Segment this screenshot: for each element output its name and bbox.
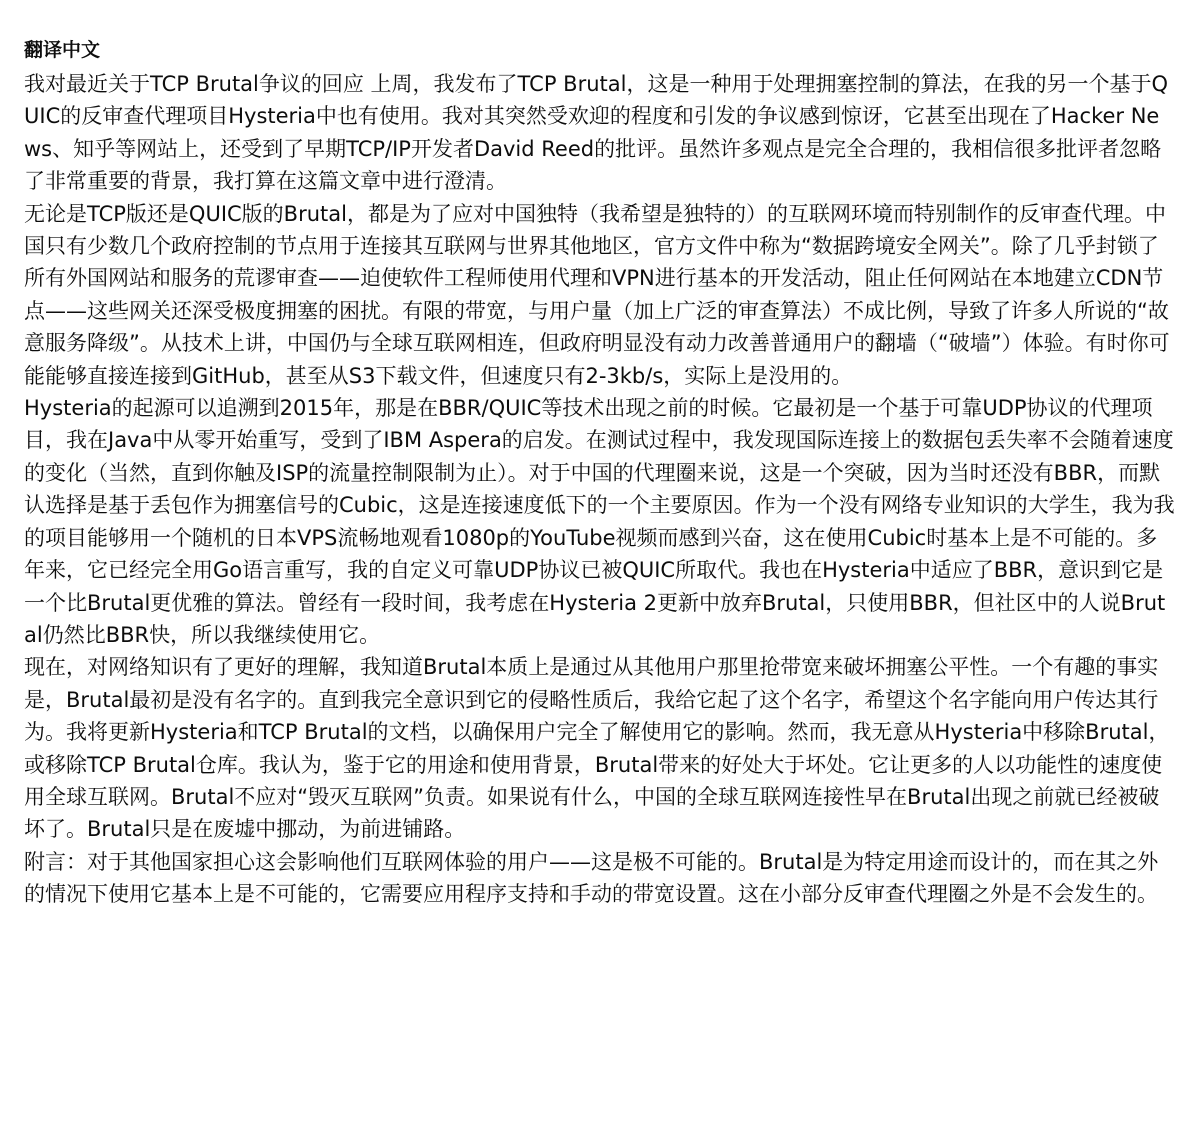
document-heading: 翻译中文: [24, 39, 101, 61]
article-body: [24, 68, 1176, 911]
paragraph: 现在，对网络知识有了更好的理解，我知道Brutal本质上是通过从其他用户那里抢带宽来破坏拥塞公平性。一个有趣的事实是，Brutal最初是没有名字的。直到我完全意识到它的侵略性质后，我给它起了这个名字，希望这个名字能向用户传达其行为。我将更新Hysteria和TCP Brutal的文档，以确保用户完全了解使用它的影响。然而，我无意从Hysteria中移除Brutal，或移除TCP Brutal仓库。我认为，鉴于它的用途和使用背景，Brutal带来的好处大于坏处。它让更多的人以功能性的速度使用全球互联网。Brutal不应对“毁灭互联网”负责。如果说有什么，中国的全球互联网连接性早在Brutal出现之前就已经被破坏了。Brutal只是在废墟中挪动，为前进铺路。: [24, 655, 1170, 842]
paragraph: 附言：对于其他国家担心这会影响他们互联网体验的用户——这是极不可能的。Brutal是为特定用途而设计的，而在其之外的情况下使用它基本上是不可能的，它需要应用程序支持和手动的带宽设置。这在小部分反审查代理圈之外是不会发生的。: [24, 849, 1159, 907]
paragraph: 我对最近关于TCP Brutal争议的回应 上周，我发布了TCP Brutal，这是一种用于处理拥塞控制的算法，在我的另一个基于QUIC的反审查代理项目Hysteria中也有使用。我对其突然受欢迎的程度和引发的争议感到惊讶，它甚至出现在了Hacker News、知乎等网站上，还受到了早期TCP/IP开发者David Reed的批评。虽然许多观点是完全合理的，我相信很多批评者忽略了非常重要的背景，我打算在这篇文章中进行澄清。: [24, 72, 1168, 194]
paragraph: 无论是TCP版还是QUIC版的Brutal，都是为了应对中国独特（我希望是独特的）的互联网环境而特别制作的反审查代理。中国只有少数几个政府控制的节点用于连接其互联网与世界其他地区，官方文件中称为“数据跨境安全网关”。除了几乎封锁了所有外国网站和服务的荒谬审查——迫使软件工程师使用代理和VPN进行基本的开发活动，阻止任何网站在本地建立CDN节点——这些网关还深受极度拥塞的困扰。有限的带宽，与用户量（加上广泛的审查算法）不成比例，导致了许多人所说的“故意服务降级”。从技术上讲，中国仍与全球互联网相连，但政府明显没有动力改善普通用户的翻墙（“破墙”）体验。有时你可能能够直接连接到GitHub，甚至从S3下载文件，但速度只有2-3kb/s，实际上是没用的。: [24, 201, 1170, 388]
paragraph: Hysteria的起源可以追溯到2015年，那是在BBR/QUIC等技术出现之前的时候。它最初是一个基于可靠UDP协议的代理项目，我在Java中从零开始重写，受到了IBM Aspera的启发。在测试过程中，我发现国际连接上的数据包丢失率不会随着速度的变化（当然，直到你触及ISP的流量控制限制为止）。对于中国的代理圈来说，这是一个突破，因为当时还没有BBR，而默认选择是基于丢包作为拥塞信号的Cubic，这是连接速度低下的一个主要原因。作为一个没有网络专业知识的大学生，我为我的项目能够用一个随机的日本VPS流畅地观看1080p的YouTube视频而感到兴奋，这在使用Cubic时基本上是不可能的。多年来，它已经完全用Go语言重写，我的自定义可靠UDP协议已被QUIC所取代。我也在Hysteria中适应了BBR，意识到它是一个比Brutal更优雅的算法。曾经有一段时间，我考虑在Hysteria 2更新中放弃Brutal，只使用BBR，但社区中的人说Brutal仍然比BBR快，所以我继续使用它。: [24, 396, 1175, 647]
